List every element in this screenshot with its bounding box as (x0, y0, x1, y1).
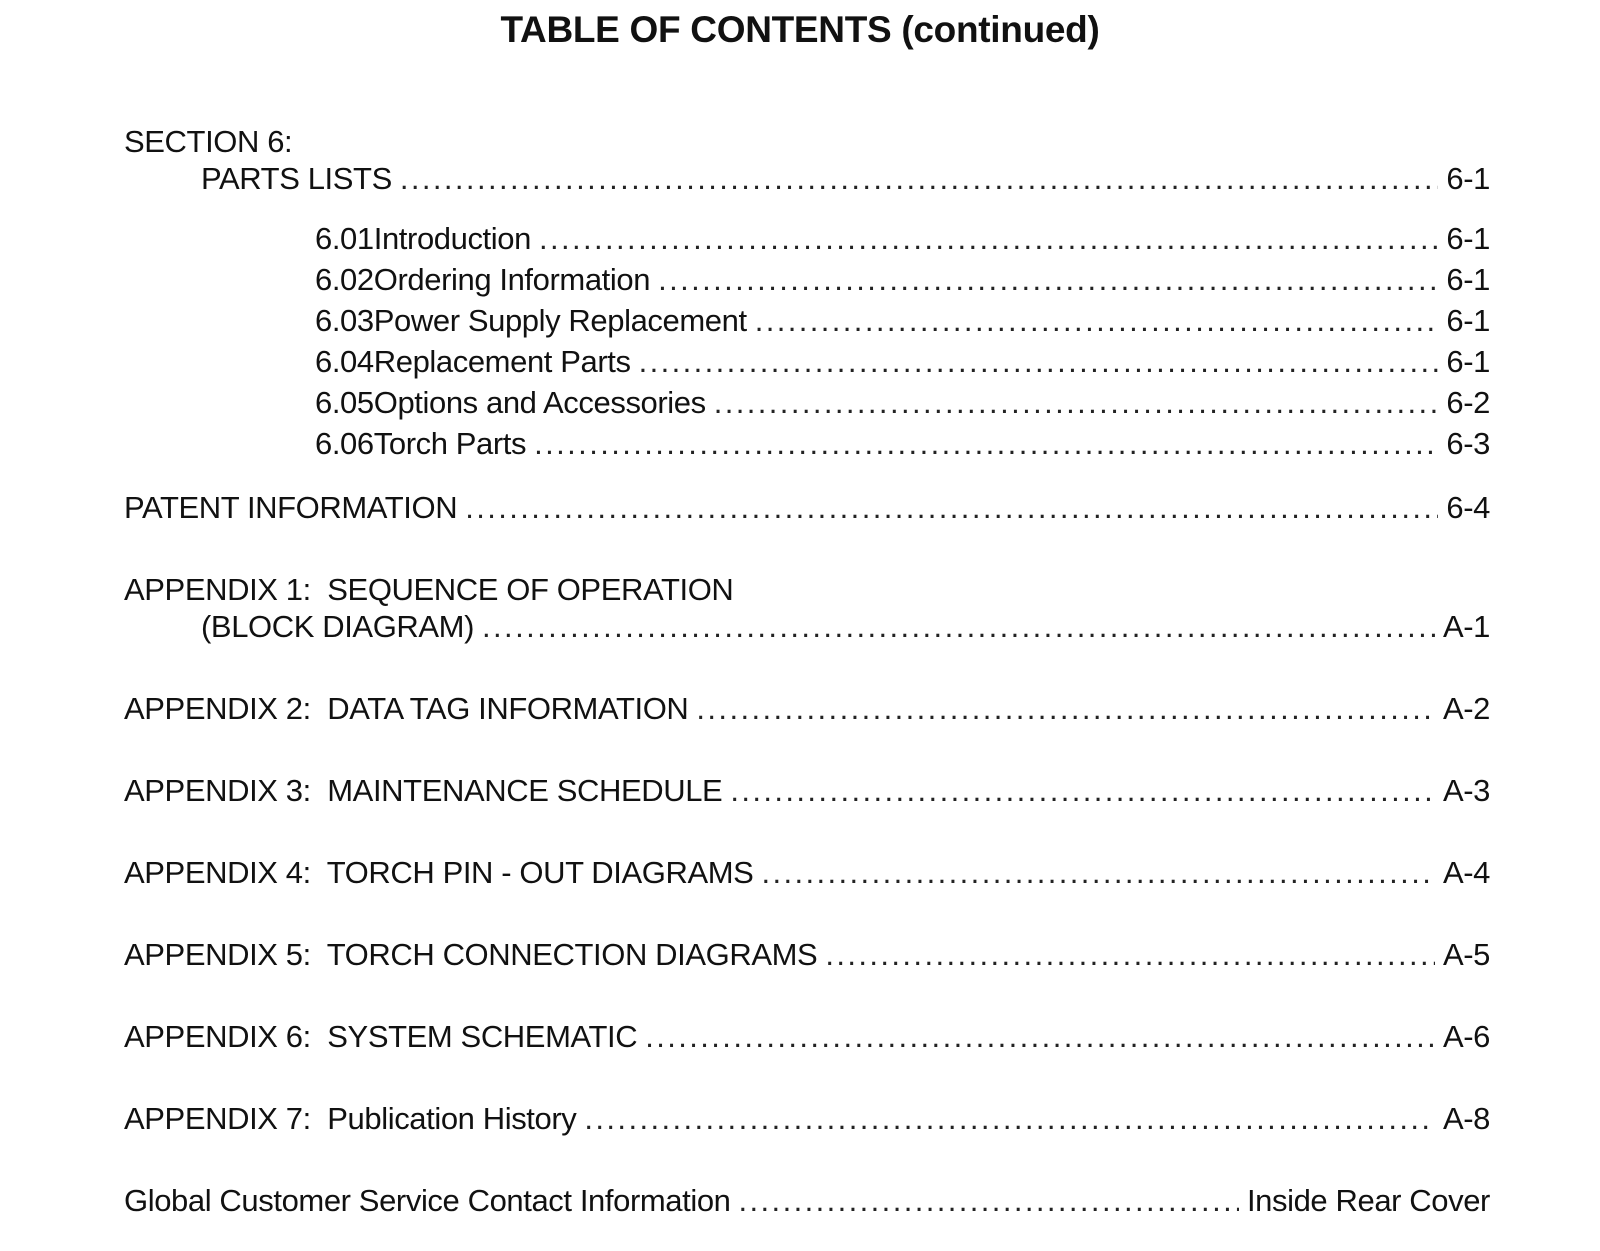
dot-leader (584, 1099, 1435, 1139)
toc-entry-page: A-8 (1442, 1101, 1490, 1136)
toc-heading: APPENDIX 1: SEQUENCE OF OPERATION (124, 572, 734, 607)
toc-entry-6-02[interactable] (315, 260, 1490, 300)
toc-entry-label: Global Customer Service Contact Information (124, 1183, 731, 1218)
dot-leader (658, 260, 1438, 300)
toc-entry-page: 6-1 (1446, 303, 1490, 338)
dot-leader (539, 219, 1438, 259)
dot-leader (534, 424, 1438, 464)
toc-entry-patent-information[interactable] (124, 488, 1490, 528)
toc-entry-page: 6-1 (1446, 221, 1490, 256)
toc-entry-appendix-3[interactable] (124, 771, 1490, 811)
toc-entry-appendix-1[interactable] (201, 607, 1490, 647)
toc-entry-label: APPENDIX 7: Publication History (124, 1101, 577, 1136)
toc-entry-page: 6-4 (1446, 490, 1490, 525)
toc-entry-number: 6.03 (315, 303, 374, 338)
toc-entry-page: A-3 (1442, 773, 1490, 808)
toc-entry-label: APPENDIX 5: TORCH CONNECTION DIAGRAMS (124, 937, 818, 972)
toc-entry-page: A-1 (1442, 609, 1490, 644)
toc-entry-6-01[interactable] (315, 219, 1490, 259)
toc-entry-label: Options and Accessories (373, 385, 706, 420)
toc-entry-6-03[interactable] (315, 301, 1490, 341)
toc-entry-label: Power Supply Replacement (373, 303, 747, 338)
toc-entry-page: A-4 (1442, 855, 1490, 890)
toc-entry-page: 6-2 (1446, 385, 1490, 420)
toc-entry-appendix-4[interactable] (124, 853, 1490, 893)
toc-entry-appendix-7[interactable] (124, 1099, 1490, 1139)
toc-entry-label: (BLOCK DIAGRAM) (201, 609, 475, 644)
page-title: TABLE OF CONTENTS (continued) (500, 9, 1100, 50)
toc-entry-label: Replacement Parts (373, 344, 631, 379)
toc-entry-contact-information[interactable] (124, 1181, 1490, 1221)
toc-entry-page: A-2 (1442, 691, 1490, 726)
dot-leader (482, 607, 1435, 647)
dot-leader (400, 159, 1439, 199)
toc-entry-label: APPENDIX 3: MAINTENANCE SCHEDULE (124, 773, 723, 808)
dot-leader (761, 853, 1435, 893)
dot-leader (465, 488, 1438, 528)
toc-entry-label: PARTS LISTS (201, 161, 392, 196)
toc-entry-number: 6.02 (315, 262, 374, 297)
toc-entry-appendix-5[interactable] (124, 935, 1490, 975)
dot-leader (730, 771, 1435, 811)
toc-entry-page: 6-1 (1446, 161, 1490, 196)
section-6-heading (124, 122, 1490, 162)
toc-entry-parts-lists[interactable] (201, 159, 1490, 199)
appendix-1-heading (124, 570, 1490, 610)
toc-entry-6-05[interactable] (315, 383, 1490, 423)
toc-heading: SECTION 6: (124, 124, 293, 159)
dot-leader (696, 689, 1435, 729)
toc-entry-6-06[interactable] (315, 424, 1490, 464)
toc-entry-page: A-6 (1442, 1019, 1490, 1054)
toc-entry-page: Inside Rear Cover (1246, 1183, 1490, 1218)
dot-leader (825, 935, 1435, 975)
toc-entry-number: 6.06 (315, 426, 374, 461)
toc-entry-label: Torch Parts (373, 426, 527, 461)
toc-entry-page: A-5 (1442, 937, 1490, 972)
dot-leader (714, 383, 1439, 423)
toc-entry-appendix-2[interactable] (124, 689, 1490, 729)
toc-entry-label: Ordering Information (373, 262, 651, 297)
toc-entry-number: 6.04 (315, 344, 374, 379)
toc-entry-number: 6.01 (315, 221, 374, 256)
toc-entry-label: APPENDIX 2: DATA TAG INFORMATION (124, 691, 689, 726)
toc-entry-label: Introduction (373, 221, 531, 256)
toc-entry-page: 6-1 (1446, 344, 1490, 379)
toc-entry-label: PATENT INFORMATION (124, 490, 458, 525)
dot-leader (645, 1017, 1435, 1057)
dot-leader (739, 1181, 1239, 1221)
toc-entry-label: APPENDIX 4: TORCH PIN - OUT DIAGRAMS (124, 855, 754, 890)
dot-leader (755, 301, 1439, 341)
dot-leader (639, 342, 1439, 382)
toc-entry-page: 6-1 (1446, 262, 1490, 297)
toc-entry-page: 6-3 (1446, 426, 1490, 461)
toc-entry-6-04[interactable] (315, 342, 1490, 382)
toc-entry-label: APPENDIX 6: SYSTEM SCHEMATIC (124, 1019, 638, 1054)
toc-entry-appendix-6[interactable] (124, 1017, 1490, 1057)
toc-entry-number: 6.05 (315, 385, 374, 420)
